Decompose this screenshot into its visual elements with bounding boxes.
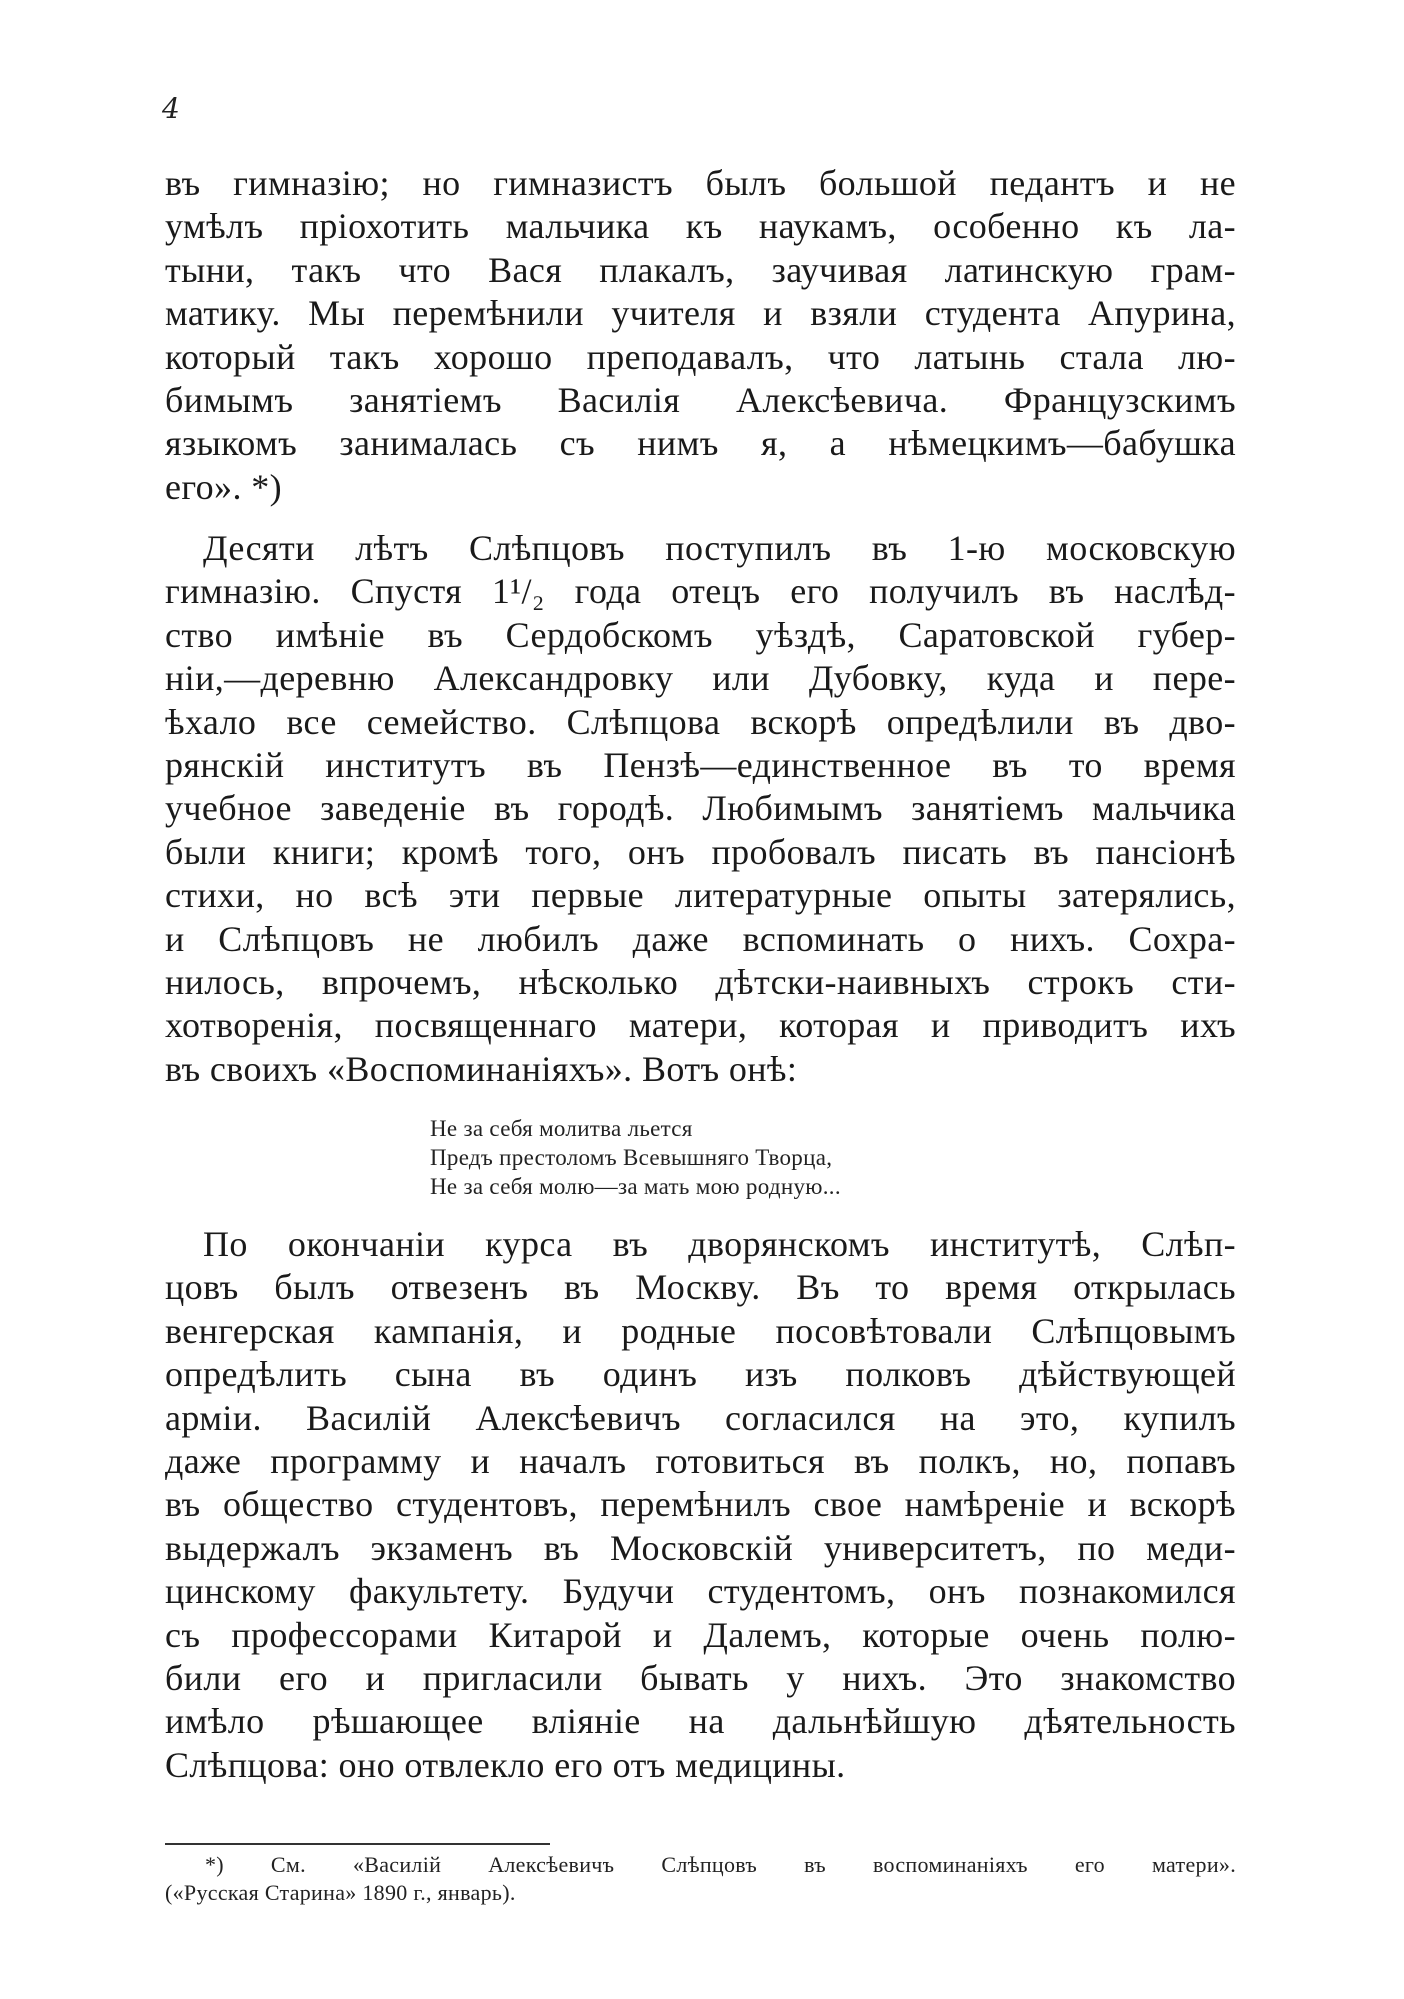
text-line: умѣлъ пріохотить мальчика къ наукамъ, особенно къ ла- [165,206,1236,247]
text-line: съ профессорами Китарой и Далемъ, которые очень полю- [165,1614,1236,1655]
text-line: матику. Мы перемѣнили учителя и взяли студента Апурина, [165,293,1236,334]
text-line: венгерская кампанія, и родные посовѣтовали Слѣпцовымъ [165,1310,1236,1351]
poem-quote [430,1114,841,1201]
footnote-divider [165,1843,550,1845]
text-line: По окончаніи курса въ дворянскомъ институтѣ, Слѣп- [203,1224,1236,1264]
text-line: стихи, но всѣ эти первые литературные опыты затерялись, [165,875,1236,916]
text-line: ѣхало все семейство. Слѣпцова вскорѣ опредѣлили въ дво- [165,701,1236,742]
text-line: гимназію. Спустя 1¹/₂ года отецъ его получилъ въ наслѣд- [165,571,1236,612]
text-line: и Слѣпцовъ не любилъ даже вспоминать о нихъ. Сохра- [165,918,1236,959]
page-number: 4 [162,92,180,125]
paragraph-university [165,1223,1236,1787]
text-line: хотворенія, посвященнаго матери, которая и приводитъ ихъ [165,1005,1236,1046]
footnote-line: *) См. «Василій Алексѣевичъ Слѣпцовъ въ воспоминаніяхъ его матери». [205,1852,1236,1877]
paragraph-continuation [165,162,1236,509]
text-line: ство имѣніе въ Сердобскомъ уѣздѣ, Саратовской губер- [165,614,1236,655]
text-line: рянскій институтъ въ Пензѣ—единственное въ то время [165,744,1236,785]
text-line: въ гимназію; но гимназистъ былъ большой педантъ и не [165,163,1236,203]
text-line: бимымъ занятіемъ Василія Алексѣевича. Французскимъ [165,379,1236,420]
text-line: были книги; кромѣ того, онъ пробовалъ писать въ пансіонѣ [165,831,1236,872]
footnote [165,1851,1236,1907]
footnote-line: («Русская Старина» 1890 г., январь). [165,1880,516,1905]
text-line: учебное заведеніе въ городѣ. Любимымъ занятіемъ мальчика [165,788,1236,829]
text-line: языкомъ занималась съ нимъ я, а нѣмецкимъ—бабушка [165,423,1236,464]
text-line: цовъ былъ отвезенъ въ Москву. Въ то время открылась [165,1267,1236,1308]
paragraph-childhood [165,527,1236,1091]
text-line: арміи. Василій Алексѣевичъ согласился на это, купилъ [165,1397,1236,1438]
text-line: въ общество студентовъ, перемѣнилъ свое намѣреніе и вскорѣ [165,1484,1236,1525]
text-line: били его и пригласили бывать у нихъ. Это знакомство [165,1657,1236,1698]
text-line: который такъ хорошо преподавалъ, что латынь стала лю- [165,336,1236,377]
text-line: Десяти лѣтъ Слѣпцовъ поступилъ въ 1-ю московскую [203,528,1236,568]
poem-line: Не за себя молю—за мать мою родную... [430,1174,841,1199]
text-line: его». *) [165,466,283,507]
text-line: Слѣпцова: оно отвлекло его отъ медицины. [165,1744,846,1785]
text-line: имѣло рѣшающее вліяніе на дальнѣйшую дѣятельность [165,1701,1236,1742]
text-line: выдержалъ экзаменъ въ Московскій университетъ, по меди- [165,1527,1236,1568]
text-line: въ своихъ «Воспоминаніяхъ». Вотъ онѣ: [165,1048,798,1089]
text-line: даже программу и началъ готовиться въ полкъ, но, попавъ [165,1440,1236,1481]
text-line: ніи,—деревню Александровку или Дубовку, куда и пере- [165,658,1236,699]
text-line: тыни, такъ что Вася плакалъ, заучивая латинскую грам- [165,249,1236,290]
text-line: цинскому факультету. Будучи студентомъ, онъ познакомился [165,1571,1236,1612]
text-line: опредѣлить сына въ одинъ изъ полковъ дѣйствующей [165,1354,1236,1395]
poem-line: Не за себя молитва льется [430,1116,693,1141]
poem-line: Предъ престоломъ Всевышняго Творца, [430,1145,833,1170]
text-line: нилось, впрочемъ, нѣсколько дѣтски-наивныхъ строкъ сти- [165,961,1236,1002]
